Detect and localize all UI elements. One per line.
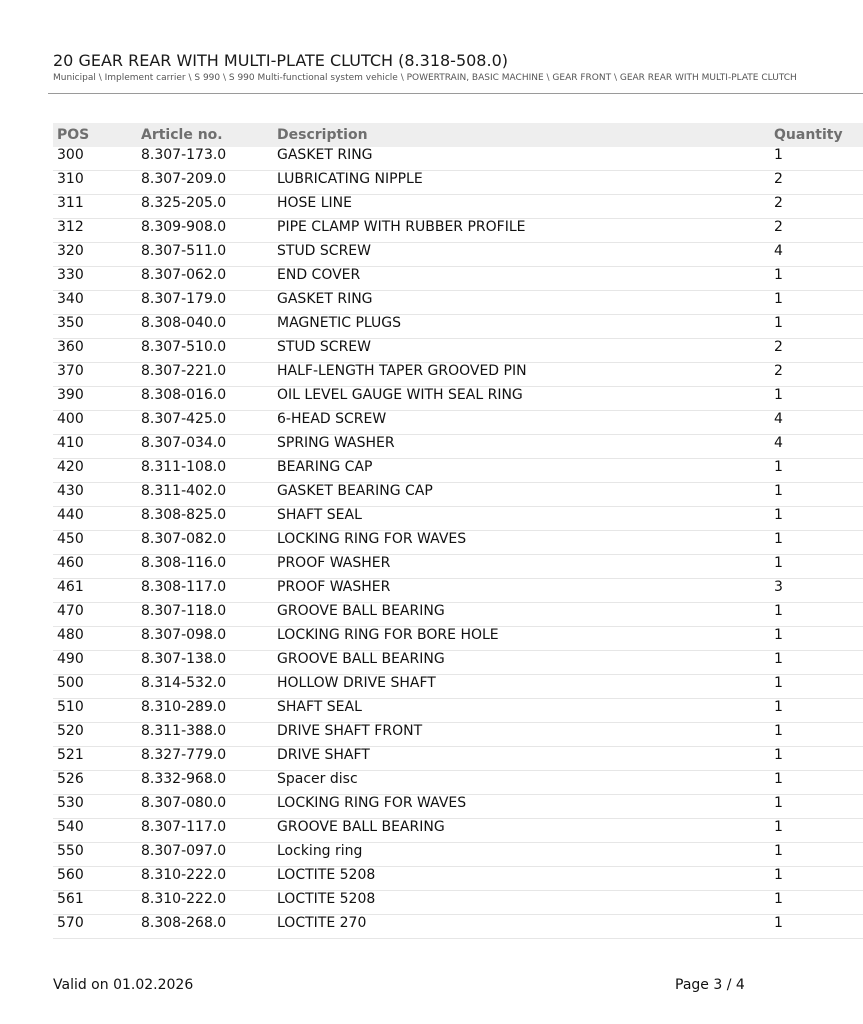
- row-description: PROOF WASHER: [277, 579, 391, 595]
- row-description: OIL LEVEL GAUGE WITH SEAL RING: [277, 387, 523, 403]
- table-row: [53, 483, 863, 507]
- table-row: [53, 819, 863, 843]
- table-row: [53, 579, 863, 603]
- row-description: END COVER: [277, 267, 361, 283]
- row-quantity: 1: [774, 651, 783, 667]
- row-description: GASKET RING: [277, 291, 373, 307]
- table-row: [53, 747, 863, 771]
- table-row: [53, 195, 863, 219]
- table-row: [53, 315, 863, 339]
- row-article-no: 8.311-388.0: [141, 723, 227, 739]
- row-quantity: 1: [774, 723, 783, 739]
- row-pos: 310: [57, 171, 84, 187]
- row-article-no: 8.307-062.0: [141, 267, 227, 283]
- row-description: LOCTITE 270: [277, 915, 367, 931]
- table-row: [53, 627, 863, 651]
- row-description: SHAFT SEAL: [277, 699, 362, 715]
- row-quantity: 1: [774, 771, 783, 787]
- row-description: GASKET RING: [277, 147, 373, 163]
- row-description: LUBRICATING NIPPLE: [277, 171, 423, 187]
- table-row: [53, 267, 863, 291]
- row-description: DRIVE SHAFT FRONT: [277, 723, 423, 739]
- row-description: BEARING CAP: [277, 459, 373, 475]
- row-article-no: 8.325-205.0: [141, 195, 227, 211]
- row-pos: 350: [57, 315, 84, 331]
- row-description: SHAFT SEAL: [277, 507, 362, 523]
- row-pos: 410: [57, 435, 84, 451]
- column-header-quantity: Quantity: [774, 127, 843, 143]
- row-description: SPRING WASHER: [277, 435, 395, 451]
- table-row: [53, 531, 863, 555]
- row-description: GROOVE BALL BEARING: [277, 651, 445, 667]
- row-quantity: 1: [774, 627, 783, 643]
- row-article-no: 8.307-173.0: [141, 147, 227, 163]
- row-description: MAGNETIC PLUGS: [277, 315, 402, 331]
- row-description: Spacer disc: [277, 771, 358, 787]
- row-description: PROOF WASHER: [277, 555, 391, 571]
- row-quantity: 3: [774, 579, 783, 595]
- row-quantity: 1: [774, 819, 783, 835]
- column-header-pos: POS: [57, 127, 90, 143]
- row-article-no: 8.309-908.0: [141, 219, 227, 235]
- row-quantity: 1: [774, 459, 783, 475]
- table-row: [53, 339, 863, 363]
- table-row: [53, 291, 863, 315]
- row-quantity: 1: [774, 291, 783, 307]
- table-row: [53, 219, 863, 243]
- table-row: [53, 243, 863, 267]
- row-description: PIPE CLAMP WITH RUBBER PROFILE: [277, 219, 526, 235]
- row-description: 6-HEAD SCREW: [277, 411, 387, 427]
- table-row: [53, 771, 863, 795]
- row-description: STUD SCREW: [277, 243, 371, 259]
- row-pos: 520: [57, 723, 84, 739]
- row-description: GASKET BEARING CAP: [277, 483, 433, 499]
- row-pos: 420: [57, 459, 84, 475]
- row-article-no: 8.307-097.0: [141, 843, 227, 859]
- row-pos: 550: [57, 843, 84, 859]
- row-quantity: 1: [774, 747, 783, 763]
- row-pos: 480: [57, 627, 84, 643]
- table-row: [53, 843, 863, 867]
- row-quantity: 1: [774, 147, 783, 163]
- table-row: [53, 363, 863, 387]
- row-article-no: 8.311-108.0: [141, 459, 227, 475]
- row-article-no: 8.308-117.0: [141, 579, 227, 595]
- row-pos: 470: [57, 603, 84, 619]
- row-pos: 560: [57, 867, 84, 883]
- row-quantity: 1: [774, 483, 783, 499]
- row-article-no: 8.307-179.0: [141, 291, 227, 307]
- row-pos: 540: [57, 819, 84, 835]
- row-description: LOCTITE 5208: [277, 891, 376, 907]
- row-article-no: 8.308-040.0: [141, 315, 227, 331]
- row-pos: 570: [57, 915, 84, 931]
- row-article-no: 8.307-082.0: [141, 531, 227, 547]
- table-row: [53, 507, 863, 531]
- row-quantity: 2: [774, 363, 783, 379]
- row-article-no: 8.310-222.0: [141, 891, 227, 907]
- column-header-description: Description: [277, 127, 368, 143]
- row-pos: 460: [57, 555, 84, 571]
- row-pos: 510: [57, 699, 84, 715]
- parts-table: [53, 123, 863, 939]
- row-quantity: 1: [774, 675, 783, 691]
- row-quantity: 1: [774, 555, 783, 571]
- row-article-no: 8.307-098.0: [141, 627, 227, 643]
- row-pos: 340: [57, 291, 84, 307]
- row-description: HALF-LENGTH TAPER GROOVED PIN: [277, 363, 527, 379]
- row-description: HOSE LINE: [277, 195, 352, 211]
- row-quantity: 1: [774, 387, 783, 403]
- row-quantity: 4: [774, 411, 783, 427]
- row-description: Locking ring: [277, 843, 363, 859]
- row-article-no: 8.307-209.0: [141, 171, 227, 187]
- row-quantity: 1: [774, 795, 783, 811]
- row-article-no: 8.307-138.0: [141, 651, 227, 667]
- row-quantity: 2: [774, 171, 783, 187]
- table-row: [53, 675, 863, 699]
- row-quantity: 1: [774, 507, 783, 523]
- row-description: LOCKING RING FOR BORE HOLE: [277, 627, 499, 643]
- table-row: [53, 411, 863, 435]
- row-quantity: 2: [774, 219, 783, 235]
- row-pos: 370: [57, 363, 84, 379]
- row-pos: 311: [57, 195, 84, 211]
- row-article-no: 8.307-034.0: [141, 435, 227, 451]
- row-article-no: 8.311-402.0: [141, 483, 227, 499]
- row-article-no: 8.308-825.0: [141, 507, 227, 523]
- row-pos: 526: [57, 771, 84, 787]
- table-row: [53, 459, 863, 483]
- table-body: [53, 147, 863, 939]
- row-article-no: 8.308-116.0: [141, 555, 227, 571]
- table-row: [53, 555, 863, 579]
- row-description: HOLLOW DRIVE SHAFT: [277, 675, 436, 691]
- row-pos: 490: [57, 651, 84, 667]
- row-quantity: 4: [774, 435, 783, 451]
- row-article-no: 8.327-779.0: [141, 747, 227, 763]
- table-row: [53, 915, 863, 939]
- row-pos: 400: [57, 411, 84, 427]
- row-article-no: 8.308-268.0: [141, 915, 227, 931]
- row-article-no: 8.307-118.0: [141, 603, 227, 619]
- row-pos: 521: [57, 747, 84, 763]
- row-article-no: 8.310-289.0: [141, 699, 227, 715]
- row-article-no: 8.332-968.0: [141, 771, 227, 787]
- table-row: [53, 603, 863, 627]
- table-row: [53, 723, 863, 747]
- row-quantity: 1: [774, 315, 783, 331]
- row-quantity: 1: [774, 843, 783, 859]
- table-row: [53, 435, 863, 459]
- row-pos: 312: [57, 219, 84, 235]
- row-article-no: 8.314-532.0: [141, 675, 227, 691]
- row-description: GROOVE BALL BEARING: [277, 819, 445, 835]
- table-row: [53, 387, 863, 411]
- row-quantity: 4: [774, 243, 783, 259]
- row-description: GROOVE BALL BEARING: [277, 603, 445, 619]
- row-article-no: 8.307-117.0: [141, 819, 227, 835]
- row-quantity: 1: [774, 267, 783, 283]
- row-article-no: 8.307-510.0: [141, 339, 227, 355]
- row-quantity: 1: [774, 891, 783, 907]
- row-quantity: 2: [774, 195, 783, 211]
- row-pos: 440: [57, 507, 84, 523]
- row-article-no: 8.308-016.0: [141, 387, 227, 403]
- table-header: [53, 123, 863, 147]
- row-description: DRIVE SHAFT: [277, 747, 370, 763]
- table-row: [53, 891, 863, 915]
- row-pos: 561: [57, 891, 84, 907]
- row-article-no: 8.307-080.0: [141, 795, 227, 811]
- row-quantity: 1: [774, 603, 783, 619]
- row-pos: 450: [57, 531, 84, 547]
- breadcrumb: Municipal \ Implement carrier \ S 990 \ S 990 Multi-functional system vehicle \ POWERTRAIN, BASIC MACHINE \ GEAR FRONT \ GEAR REAR WITH MULTI-PLATE CLUTCH: [53, 73, 797, 83]
- row-pos: 500: [57, 675, 84, 691]
- row-article-no: 8.307-221.0: [141, 363, 227, 379]
- table-row: [53, 147, 863, 171]
- row-pos: 461: [57, 579, 84, 595]
- row-pos: 360: [57, 339, 84, 355]
- page-number: Page 3 / 4: [675, 977, 745, 993]
- row-quantity: 1: [774, 915, 783, 931]
- row-article-no: 8.307-511.0: [141, 243, 227, 259]
- row-description: LOCKING RING FOR WAVES: [277, 531, 467, 547]
- row-pos: 300: [57, 147, 84, 163]
- row-quantity: 1: [774, 531, 783, 547]
- page-title: 20 GEAR REAR WITH MULTI-PLATE CLUTCH (8.318-508.0): [53, 51, 508, 70]
- title-divider: [48, 93, 863, 94]
- row-pos: 430: [57, 483, 84, 499]
- row-description: LOCKING RING FOR WAVES: [277, 795, 467, 811]
- table-row: [53, 795, 863, 819]
- row-pos: 390: [57, 387, 84, 403]
- row-pos: 320: [57, 243, 84, 259]
- row-description: STUD SCREW: [277, 339, 371, 355]
- table-row: [53, 171, 863, 195]
- valid-date: Valid on 01.02.2026: [53, 977, 194, 993]
- row-article-no: 8.310-222.0: [141, 867, 227, 883]
- row-pos: 530: [57, 795, 84, 811]
- table-row: [53, 699, 863, 723]
- table-row: [53, 867, 863, 891]
- table-row: [53, 651, 863, 675]
- row-article-no: 8.307-425.0: [141, 411, 227, 427]
- row-quantity: 1: [774, 867, 783, 883]
- row-quantity: 1: [774, 699, 783, 715]
- row-pos: 330: [57, 267, 84, 283]
- row-description: LOCTITE 5208: [277, 867, 376, 883]
- column-header-article-no: Article no.: [141, 127, 223, 143]
- row-quantity: 2: [774, 339, 783, 355]
